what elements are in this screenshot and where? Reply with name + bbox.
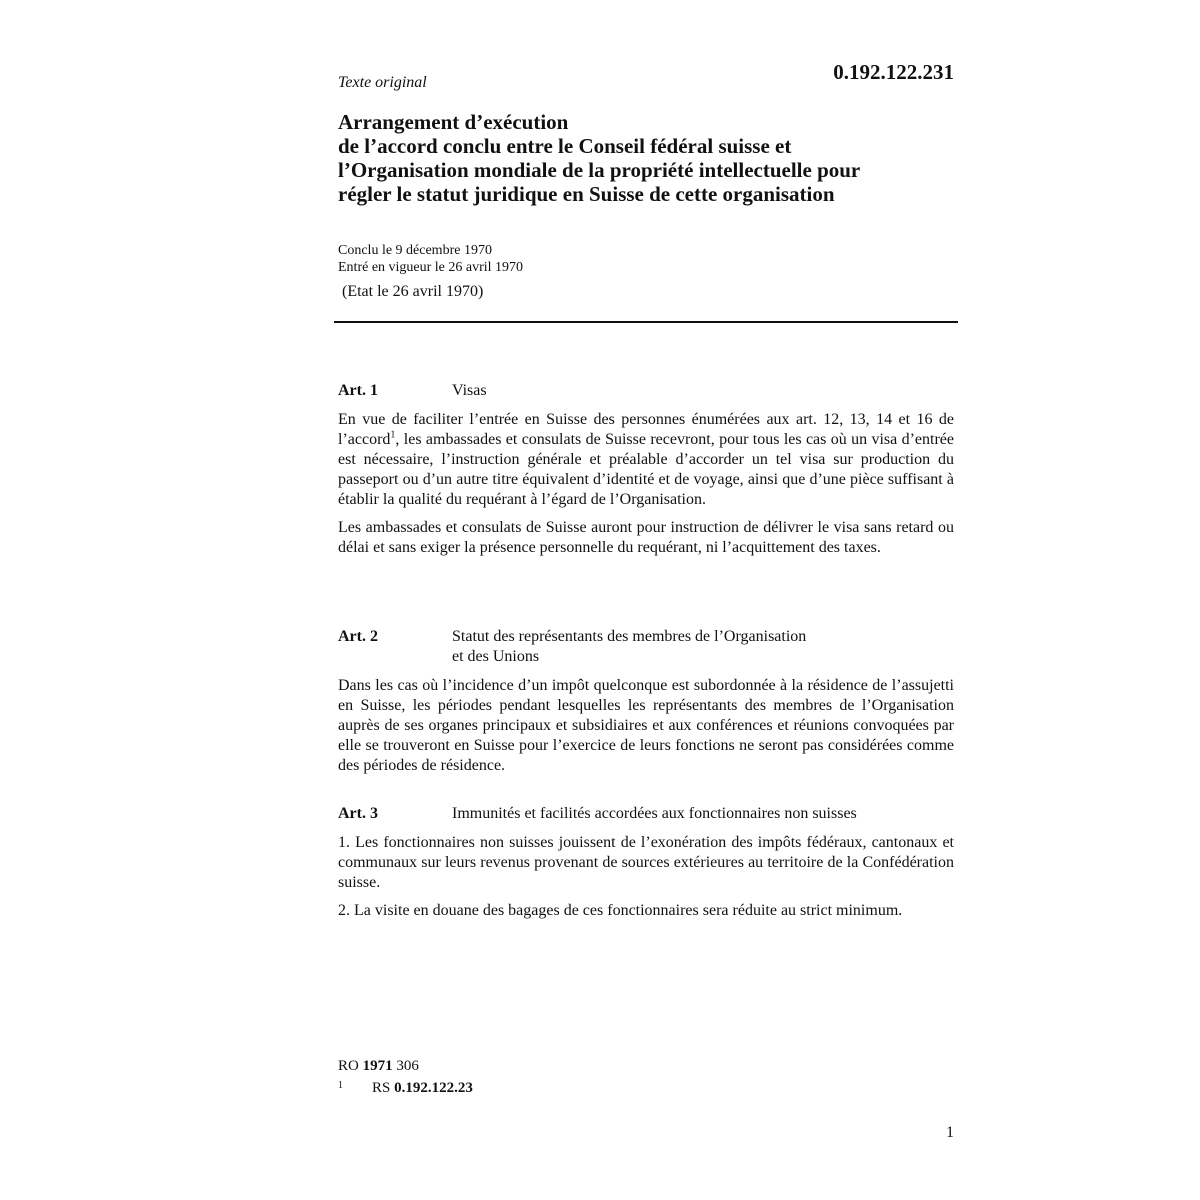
document-page bbox=[338, 0, 958, 1200]
title-line: régler le statut juridique en Suisse de cette organisation bbox=[338, 182, 835, 206]
rs-prefix: RS bbox=[372, 1080, 391, 1096]
official-compilation-reference bbox=[338, 1058, 419, 1075]
article-number: Art. 2 bbox=[338, 628, 378, 645]
entry-into-force-date: Entré en vigueur le 26 avril 1970 bbox=[338, 260, 524, 275]
article-paragraph: 2. La visite en douane des bagages de ces fonctionnaires sera réduite au strict minimum. bbox=[338, 902, 903, 919]
article-number: Art. 3 bbox=[338, 805, 378, 822]
rs-number[interactable]: 0.192.122.23 bbox=[394, 1080, 473, 1096]
document-number: 0.192.122.231 bbox=[833, 60, 954, 84]
state-date: (Etat le 26 avril 1970) bbox=[342, 283, 484, 300]
article-title-line: Immunités et facilités accordées aux fonctionnaires non suisses bbox=[452, 805, 857, 822]
article-paragraph bbox=[338, 410, 954, 510]
title-line: de l’accord conclu entre le Conseil fédéral suisse et bbox=[338, 134, 792, 158]
article-title bbox=[452, 627, 806, 667]
ro-page: 306 bbox=[396, 1058, 419, 1074]
article-heading bbox=[338, 381, 954, 401]
article-3 bbox=[338, 804, 954, 929]
page-number: 1 bbox=[946, 1124, 954, 1141]
article-heading bbox=[338, 627, 954, 667]
article-2 bbox=[338, 627, 954, 784]
document-dates bbox=[338, 242, 523, 300]
title-line: Arrangement d’exécution bbox=[338, 110, 569, 134]
article-title bbox=[452, 804, 857, 824]
footnote-mark: 1 bbox=[338, 1080, 343, 1091]
paragraph-text: En vue de faciliter l’entrée en Suisse des personnes énumérées aux art. 12, 13, 14 et 16 de l’accord bbox=[338, 411, 954, 448]
article-number: Art. 1 bbox=[338, 382, 378, 399]
article-heading bbox=[338, 804, 954, 824]
article-paragraph: 1. Les fonctionnaires non suisses jouissent de l’exonération des impôts fédéraux, cantonaux et communaux sur leurs revenus provenant de sources extérieures au territoire de la Confédération suisse. bbox=[338, 834, 954, 891]
article-title-line: Statut des représentants des membres de l’Organisation bbox=[452, 628, 807, 645]
ro-year: 1971 bbox=[362, 1058, 393, 1074]
footnote-text bbox=[372, 1080, 473, 1097]
title-line: l’Organisation mondiale de la propriété intellectuelle pour bbox=[338, 158, 861, 182]
paragraph-text: , les ambassades et consulats de Suisse recevront, pour tous les cas où un visa d’entrée est nécessaire, l’instruction générale et préalable d’accorder un tel visa sur production du passeport ou d’un autre titre équivalent d’identité et de voyage, ainsi que d’une pièce suffisant à établir la qualité du requérant à l’égard de l’Organisation. bbox=[338, 431, 954, 508]
footnote-reference[interactable]: 1 bbox=[390, 429, 396, 441]
article-title bbox=[452, 381, 487, 401]
document-title bbox=[338, 110, 954, 206]
article-paragraph: Dans les cas où l’incidence d’un impôt quelconque est subordonnée à la résidence de l’assujetti en Suisse, les périodes pendant lesquelles les représentants des membres de l’Organisation auprès de ses organes principaux et subsidiaires et aux conférences et réunions convoquées par elle se trouveront en Suisse pour l’exercice de leurs fonctions ne seront pas considérées comme des périodes de résidence. bbox=[338, 677, 954, 774]
concluded-date: Conclu le 9 décembre 1970 bbox=[338, 243, 492, 258]
footnote bbox=[338, 1080, 473, 1097]
article-title-line: et des Unions bbox=[452, 648, 540, 665]
article-paragraph: Les ambassades et consulats de Suisse auront pour instruction de délivrer le visa sans retard ou délai et sans exiger la présence personnelle du requérant, ni l’acquittement des taxes. bbox=[338, 519, 954, 556]
header-divider bbox=[334, 321, 958, 323]
article-1 bbox=[338, 381, 954, 566]
document-status: Texte original bbox=[338, 74, 427, 91]
article-title-line: Visas bbox=[452, 382, 487, 399]
ro-prefix: RO bbox=[338, 1058, 359, 1074]
